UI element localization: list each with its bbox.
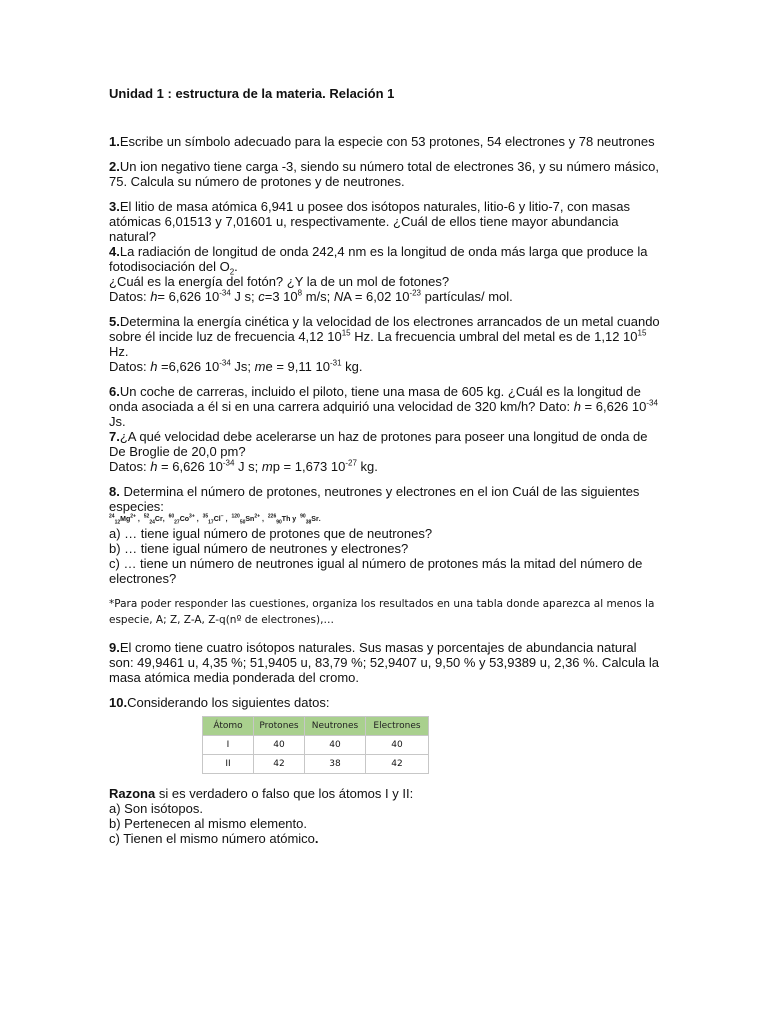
- question-number: 1.: [109, 134, 120, 149]
- mass-number: 52: [143, 513, 150, 520]
- species-co: [168, 513, 201, 526]
- mass-number: 60: [168, 513, 175, 520]
- symbol-c: c: [258, 289, 265, 304]
- question-part-c: c) … tiene un número de neutrones igual al número de protones más la mitad del número de electrones?: [109, 556, 643, 586]
- datos-label: Datos:: [109, 359, 151, 374]
- question-datos: [109, 459, 661, 474]
- separator: y: [290, 516, 299, 523]
- table-cell: 42: [366, 755, 429, 774]
- exponent: -34: [646, 398, 658, 408]
- question-number: 4.: [109, 244, 120, 259]
- question-number: 5.: [109, 314, 120, 329]
- question-5: [109, 314, 661, 374]
- column-header: Electrones: [366, 717, 429, 736]
- question-7: [109, 429, 661, 474]
- question-part-b: b) … tiene igual número de neutrones y electrones?: [109, 541, 409, 556]
- datos-label: Datos:: [109, 459, 151, 474]
- element-symbol: Sr: [311, 516, 319, 523]
- question-1: [109, 134, 661, 149]
- species-list: [109, 514, 661, 526]
- exponent: -34: [219, 288, 231, 298]
- part-c-end: .: [314, 831, 319, 846]
- separator: ,: [162, 516, 167, 523]
- question-text: Hz. La frecuencia umbral del metal es de 1,12 10: [350, 329, 638, 344]
- datos-text: kg.: [356, 459, 378, 474]
- table-row: [203, 736, 429, 755]
- page-title: Unidad 1 : estructura de la materia. Relación 1: [109, 86, 395, 101]
- atoms-table: [202, 716, 429, 774]
- question-text: Un coche de carreras, incluido el piloto, tiene una masa de 605 kg. ¿Cuál es la longitud de onda asociada a él si en una carrera adquirió una velocidad de 320 km/h? Dato:: [109, 384, 641, 414]
- exponent: -27: [345, 458, 357, 468]
- question-text: Js.: [109, 414, 126, 429]
- datos-text: J s;: [234, 459, 262, 474]
- mass-number: 226: [267, 513, 277, 520]
- element-symbol: Cr: [154, 516, 163, 523]
- question-text: Hz.: [109, 344, 129, 359]
- table-row: [203, 755, 429, 774]
- datos-text: kg.: [341, 359, 363, 374]
- question-part-b: b) Pertenecen al mismo elemento.: [109, 816, 307, 831]
- separator: ,: [260, 516, 266, 523]
- question-3: [109, 199, 661, 244]
- subscript: 2: [229, 267, 235, 277]
- atomic-number: 90: [276, 519, 282, 526]
- datos-text: J s;: [230, 289, 259, 304]
- question-text: El cromo tiene cuatro isótopos naturales. Sus masas y porcentajes de abundancia natural son: 49,9461 u, 4,35 %; 51,9405 u, 83,79 %; 52,9407 u, 9,50 % y 53,9389 u, 2,36 %. Calcula la masa atómica media ponderada del cromo.: [109, 640, 660, 685]
- symbol-h: h: [150, 289, 158, 304]
- razona-text: si es verdadero o falso que los átomos I y II:: [155, 786, 414, 801]
- table-cell: II: [203, 755, 254, 774]
- exponent: -23: [409, 288, 421, 298]
- atomic-number: 24: [149, 519, 155, 526]
- question-4: [109, 244, 661, 304]
- question-text-end: .: [234, 259, 238, 274]
- part-c-text: c) Tienen el mismo número atómico: [109, 831, 315, 846]
- mass-number: 35: [202, 513, 209, 520]
- question-number: 9.: [109, 640, 120, 655]
- exponent: -34: [219, 358, 231, 368]
- question-text: Un ion negativo tiene carga -3, siendo su número total de electrones 36, y su número másico, 75. Calcula su número de protones y de neutrones.: [109, 159, 659, 189]
- question-number: 2.: [109, 159, 120, 174]
- table-cell: 40: [305, 736, 366, 755]
- exponent: 8: [297, 288, 303, 298]
- question-text: La radiación de longitud de onda 242,4 nm es la longitud de onda más larga que produce la fotodisociación del O: [109, 244, 648, 274]
- question-number: 7.: [109, 429, 120, 444]
- question-subtext: ¿Cuál es la energía del fotón? ¿Y la de un mol de fotones?: [109, 274, 450, 289]
- datos-text: p = 1,673 10: [272, 459, 346, 474]
- table-cell: 40: [254, 736, 305, 755]
- exercise-list: [109, 134, 661, 856]
- atomic-number: 27: [174, 519, 180, 526]
- species-sn: [231, 513, 266, 526]
- element-symbol: Co: [179, 516, 190, 523]
- exponent: -34: [222, 458, 235, 468]
- datos-text: =6,626 10: [157, 359, 220, 374]
- separator: ,: [135, 516, 142, 523]
- datos-text: A = 6,02 10: [343, 289, 410, 304]
- question-8: [109, 484, 661, 586]
- ion-charge: −: [220, 513, 224, 520]
- atomic-number: 50: [239, 519, 246, 526]
- datos-text: e = 9,11 10: [265, 359, 330, 374]
- column-header: Neutrones: [305, 717, 366, 736]
- symbol-h: h: [573, 399, 581, 414]
- question-text: Determina la energía cinética y la velocidad de los electrones arrancados de un metal cuando sobre él incide luz de frecuencia 4,12 10: [109, 314, 660, 344]
- datos-text: =3 10: [264, 289, 298, 304]
- question-number: 6.: [109, 384, 120, 399]
- table-cell: 40: [366, 736, 429, 755]
- question-9: [109, 640, 661, 685]
- question-part-c: [109, 831, 661, 846]
- question-number: 10.: [109, 695, 128, 710]
- separator: ,: [194, 516, 201, 523]
- question-datos: [109, 359, 661, 374]
- mass-number: 24: [109, 513, 115, 520]
- question-number: 3.: [109, 199, 120, 214]
- question-text: = 6,626 10: [580, 399, 647, 414]
- column-header: Protones: [254, 717, 305, 736]
- question-text: Escribe un símbolo adecuado para la especie con 53 protones, 54 electrones y 78 neutrones: [119, 134, 655, 149]
- separator: ,: [223, 516, 230, 523]
- question-6: [109, 384, 661, 429]
- symbol-m: m: [254, 359, 266, 374]
- element-symbol: Th: [281, 516, 291, 523]
- symbol-m: m: [261, 459, 273, 474]
- species-cl: [202, 513, 230, 526]
- ion-charge: 3+: [189, 513, 195, 520]
- table-cell: I: [203, 736, 254, 755]
- element-symbol: Mg: [120, 516, 131, 523]
- species-mg: [109, 513, 142, 526]
- species-th: [267, 513, 299, 526]
- exponent: -31: [329, 358, 342, 368]
- question-2: [109, 159, 661, 189]
- question-number: 8.: [109, 484, 120, 499]
- table-header-row: [203, 717, 429, 736]
- question-part-a: a) … tiene igual número de protones que de neutrones?: [109, 526, 433, 541]
- atomic-number: 38: [305, 519, 312, 526]
- species-sr: [300, 513, 321, 526]
- column-header: Átomo: [203, 717, 254, 736]
- datos-text: partículas/ mol.: [421, 289, 513, 304]
- question-datos: [109, 289, 661, 304]
- question-text: Considerando los siguientes datos:: [127, 695, 330, 710]
- question-text: ¿A qué velocidad debe acelerarse un haz de protones para poseer una longitud de onda de De Broglie de 20,0 pm?: [109, 429, 648, 459]
- symbol-h: h: [150, 359, 158, 374]
- datos-label: Datos:: [109, 289, 151, 304]
- ion-charge: 2+: [254, 513, 261, 520]
- datos-text: Js;: [230, 359, 255, 374]
- datos-text: = 6,626 10: [157, 289, 220, 304]
- table-cell: 38: [305, 755, 366, 774]
- razona-label: Razona: [109, 786, 156, 801]
- mass-number: 120: [231, 513, 240, 520]
- question-part-a: a) Son isótopos.: [109, 801, 203, 816]
- atomic-number: 17: [208, 519, 214, 526]
- mass-number: 90: [300, 513, 306, 520]
- question-10: [109, 695, 661, 846]
- symbol-h: h: [150, 459, 158, 474]
- atomic-number: 12: [114, 519, 121, 526]
- table-cell: 42: [254, 755, 305, 774]
- separator: .: [318, 516, 321, 523]
- ion-charge: 2+: [130, 513, 136, 520]
- datos-text: m/s;: [302, 289, 334, 304]
- question-text: El litio de masa atómica 6,941 u posee dos isótopos naturales, litio-6 y litio-7, con masas atómicas 6,01513 y 7,01601 u, respectivamente. ¿Cuál de ellos tiene mayor abundancia natural?: [109, 199, 630, 244]
- species-cr: [143, 513, 167, 526]
- exponent: 15: [341, 328, 351, 338]
- question-text: Determina el número de protones, neutrones y electrones en el ion Cuál de las siguientes especies:: [109, 484, 640, 514]
- element-symbol: Cl: [213, 516, 221, 523]
- datos-text: = 6,626 10: [157, 459, 223, 474]
- element-symbol: Sn: [245, 516, 255, 523]
- exponent: 15: [637, 328, 647, 338]
- note-text: *Para poder responder las cuestiones, organiza los resultados en una tabla donde aparezca al menos la especie, A; Z, Z-A, Z-q(nº de electrones),…: [109, 598, 655, 626]
- symbol-n: N: [333, 289, 344, 304]
